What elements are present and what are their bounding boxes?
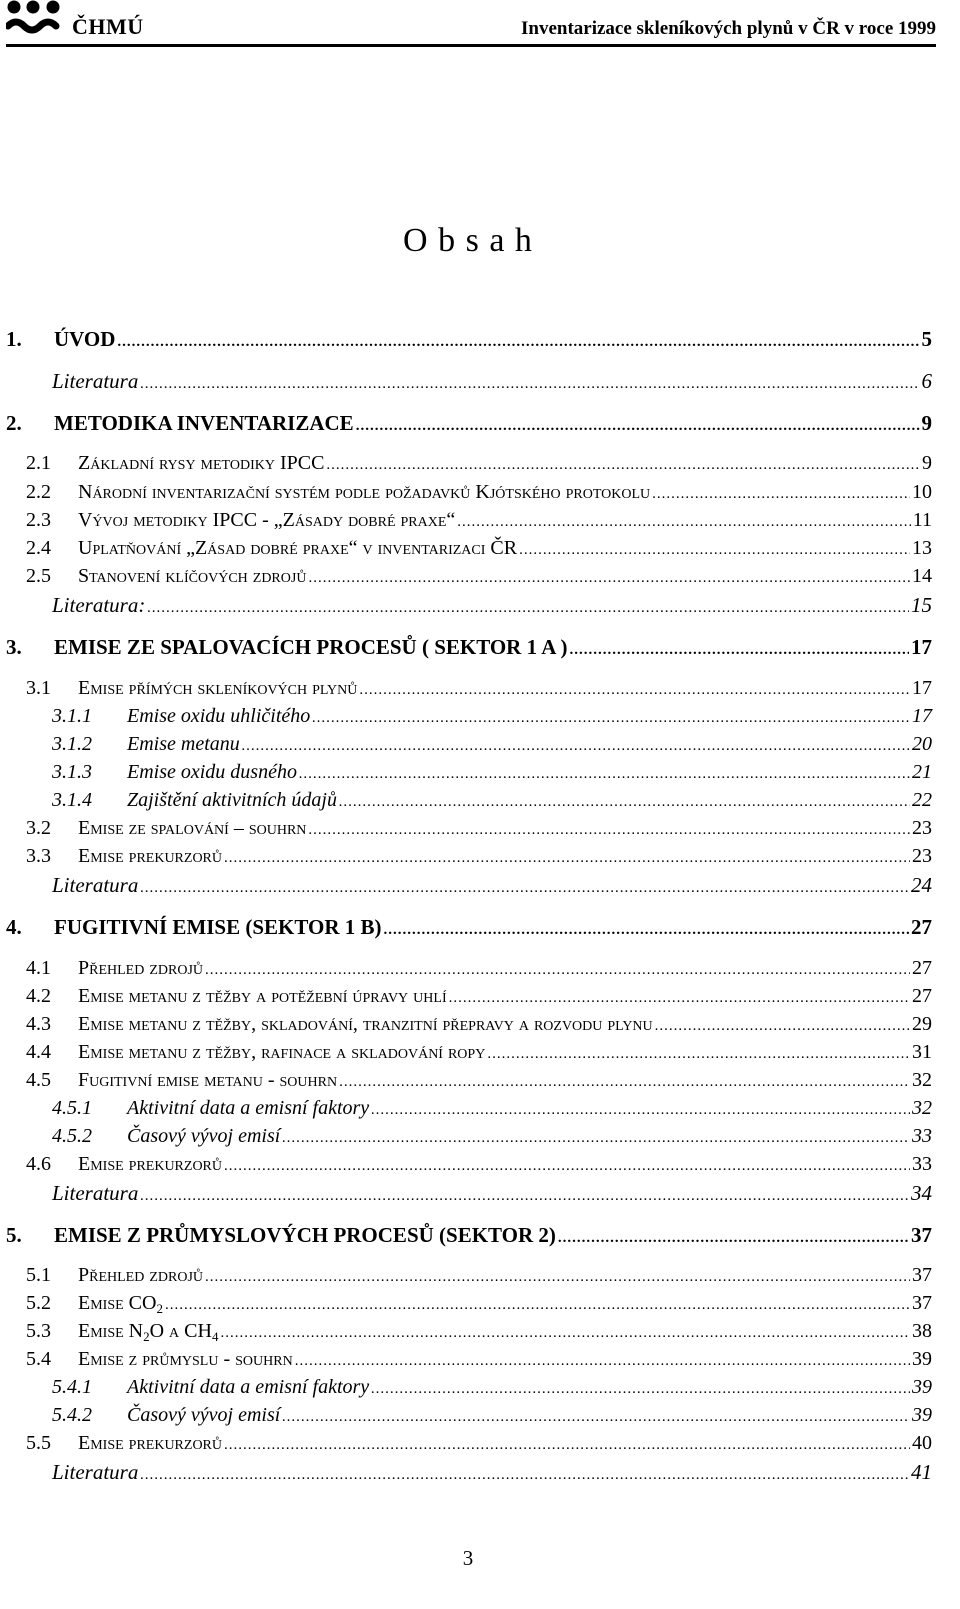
toc-dot-leader xyxy=(449,990,910,1007)
toc-dot-leader xyxy=(140,376,919,393)
toc-entry[interactable] xyxy=(26,565,932,595)
toc-entry[interactable] xyxy=(52,369,932,399)
toc-entry-title: Emise oxidu dusného xyxy=(127,761,297,783)
toc-entry-title: EMISE Z PRŮMYSLOVÝCH PROCESŮ (SEKTOR 2) xyxy=(54,1223,556,1247)
toc-dot-leader xyxy=(140,880,909,897)
toc-entry-number: 5.3 xyxy=(26,1320,51,1342)
toc-entry-page: 39 xyxy=(912,1404,932,1426)
toc-entry-page: 29 xyxy=(912,1013,932,1035)
toc-entry-title: Emise metanu z těžby a potěžební úpravy uhlí xyxy=(78,985,447,1007)
toc-entry-page: 37 xyxy=(911,1223,932,1247)
toc-entry-page: 24 xyxy=(911,873,932,897)
toc-dot-leader xyxy=(140,1188,909,1205)
toc-entry[interactable] xyxy=(26,1069,932,1099)
toc-dot-leader xyxy=(299,766,910,783)
toc-entry-title: Základní rysy metodiky IPCC xyxy=(78,452,325,474)
toc-entry-title: METODIKA INVENTARIZACE xyxy=(54,411,354,435)
toc-entry-title: Uplatňování „Zásad dobré praxe“ v inventarizaci ČR xyxy=(78,537,518,559)
toc-entry-page: 41 xyxy=(911,1460,932,1484)
toc-dot-leader xyxy=(308,822,910,839)
toc-entry-title: Emise z průmyslu - souhrn xyxy=(78,1348,293,1370)
toc-entry[interactable] xyxy=(52,761,932,791)
toc-entry-page: 14 xyxy=(912,565,932,587)
toc-entry-number: 5. xyxy=(6,1223,22,1247)
toc-dot-leader xyxy=(220,1325,910,1342)
toc-dot-leader xyxy=(356,418,920,435)
page-heading: O b s a h xyxy=(403,222,533,259)
toc-entry-page: 11 xyxy=(912,509,932,531)
toc-entry-title: Emise metanu z těžby, skladování, tranzitní přepravy a rozvodu plynu xyxy=(78,1013,653,1035)
toc-entry-title: Národní inventarizační systém podle požadavků Kjótského protokolu xyxy=(78,481,651,503)
toc-entry-page: 5 xyxy=(921,327,932,351)
toc-entry-number: 2.1 xyxy=(26,452,51,474)
toc-dot-leader xyxy=(165,1297,910,1314)
toc-entry-title: Emise prekurzorů xyxy=(78,1153,223,1175)
toc-entry[interactable] xyxy=(26,1348,932,1378)
toc-entry-page: 31 xyxy=(912,1041,932,1063)
toc-entry-page: 34 xyxy=(911,1181,932,1205)
toc-entry-title: Literatura xyxy=(52,1181,139,1205)
toc-entry-page: 38 xyxy=(912,1320,932,1342)
toc-entry-number: 5.5 xyxy=(26,1432,51,1454)
toc-dot-leader xyxy=(282,1409,910,1426)
toc-dot-leader xyxy=(519,542,910,559)
toc-entry[interactable] xyxy=(26,509,932,539)
toc-entry-title: Emise metanu z těžby, rafinace a skladování ropy xyxy=(78,1041,486,1063)
toc-entry-page: 6 xyxy=(921,369,932,393)
toc-entry[interactable] xyxy=(26,1320,932,1350)
toc-entry-title: Literatura xyxy=(52,369,139,393)
toc-entry-page: 39 xyxy=(912,1348,932,1370)
toc-entry-title: Časový vývoj emisí xyxy=(127,1404,281,1426)
toc-entry-title: Vývoj metodiky IPCC - „Zásady dobré praxe“ xyxy=(78,509,456,531)
toc-dot-leader xyxy=(205,1269,910,1286)
toc-entry-page: 37 xyxy=(912,1292,932,1314)
toc-entry-page: 17 xyxy=(912,677,932,699)
toc-dot-leader xyxy=(339,1074,910,1091)
toc-entry-number: 3.2 xyxy=(26,817,51,839)
toc-entry-title: Emise $N_2O$ a $CH_4$ xyxy=(78,1320,219,1344)
toc-dot-leader xyxy=(282,1130,910,1147)
toc-entry-title: Aktivitní data a emisní faktory xyxy=(127,1097,370,1119)
toc-dot-leader xyxy=(384,922,909,939)
toc-entry[interactable] xyxy=(52,1404,932,1434)
toc-entry-number: 3.3 xyxy=(26,845,51,867)
toc-entry-title: Časový vývoj emisí xyxy=(127,1125,281,1147)
toc-entry-number: 4.5.2 xyxy=(52,1125,92,1147)
toc-entry-page: 32 xyxy=(912,1097,932,1119)
toc-entry-number: 3.1.4 xyxy=(52,789,92,811)
toc-dot-leader xyxy=(312,710,910,727)
toc-entry[interactable] xyxy=(26,1153,932,1183)
toc-entry-page: 40 xyxy=(912,1432,932,1454)
toc-entry[interactable] xyxy=(26,677,932,707)
toc-entry-title: Přehled zdrojů xyxy=(78,957,204,979)
toc-entry-number: 5.4 xyxy=(26,1348,51,1370)
toc-entry-number: 4.2 xyxy=(26,985,51,1007)
toc-entry[interactable] xyxy=(26,1292,932,1322)
toc-entry-number: 2.4 xyxy=(26,537,51,559)
toc-entry-number: 1. xyxy=(6,327,22,351)
toc-entry-page: 23 xyxy=(912,845,932,867)
toc-entry-number: 5.4.2 xyxy=(52,1404,92,1426)
toc-entry[interactable] xyxy=(52,1181,932,1211)
toc-entry[interactable] xyxy=(6,1223,932,1253)
toc-entry-number: 3.1.3 xyxy=(52,761,92,783)
toc-entry-title: Emise ze spalování – souhrn xyxy=(78,817,307,839)
toc-entry-title: Emise oxidu uhličitého xyxy=(127,705,311,727)
organization-name: ČHMÚ xyxy=(72,14,144,39)
toc-entry[interactable] xyxy=(26,537,932,567)
toc-entry-page: 39 xyxy=(912,1376,932,1398)
toc-entry-number: 5.1 xyxy=(26,1264,51,1286)
toc-entry-page: 17 xyxy=(911,635,932,659)
toc-entry-number: 2.3 xyxy=(26,509,51,531)
toc-dot-leader xyxy=(569,642,909,659)
toc-entry-title: Emise metanu xyxy=(127,733,240,755)
toc-dot-leader xyxy=(339,794,910,811)
toc-entry-page: 17 xyxy=(912,705,932,727)
toc-entry-number: 5.2 xyxy=(26,1292,51,1314)
toc-dot-leader xyxy=(558,1230,909,1247)
toc-entry-title: Fugitivní emise metanu - souhrn xyxy=(78,1069,338,1091)
toc-dot-leader xyxy=(371,1102,910,1119)
toc-entry[interactable] xyxy=(26,957,932,987)
toc-entry-number: 3. xyxy=(6,635,22,659)
toc-entry-title: Emise prekurzorů xyxy=(78,845,223,867)
toc-entry[interactable] xyxy=(52,873,932,903)
toc-entry[interactable] xyxy=(52,733,932,763)
toc-entry[interactable] xyxy=(52,1376,932,1406)
toc-dot-leader xyxy=(224,850,910,867)
toc-entry[interactable] xyxy=(52,593,932,623)
toc-entry-title: Emise přímých skleníkových plynů xyxy=(78,677,358,699)
toc-entry-page: 9 xyxy=(921,411,932,435)
toc-entry-number: 4.1 xyxy=(26,957,51,979)
toc-entry-page: 33 xyxy=(912,1153,932,1175)
toc-entry[interactable] xyxy=(26,845,932,875)
toc-entry-number: 4.3 xyxy=(26,1013,51,1035)
toc-entry[interactable] xyxy=(26,452,932,482)
page-number: 3 xyxy=(462,1546,474,1570)
toc-entry[interactable] xyxy=(52,705,932,735)
toc-entry-page: 33 xyxy=(912,1125,932,1147)
toc-entry[interactable] xyxy=(26,481,932,511)
toc-entry-page: 21 xyxy=(912,761,932,783)
toc-entry-page: 10 xyxy=(912,481,932,503)
toc-entry-number: 4.6 xyxy=(26,1153,51,1175)
toc-entry-page: 32 xyxy=(912,1069,932,1091)
toc-dot-leader xyxy=(652,486,910,503)
toc-dot-leader xyxy=(487,1046,910,1063)
toc-entry-page: 27 xyxy=(912,985,932,1007)
toc-entry[interactable] xyxy=(52,1097,932,1127)
toc-entry-page: 22 xyxy=(912,789,932,811)
toc-entry[interactable] xyxy=(6,635,932,665)
toc-dot-leader xyxy=(224,1437,910,1454)
toc-dot-leader xyxy=(117,334,919,351)
toc-dot-leader xyxy=(308,570,910,587)
toc-entry-page: 20 xyxy=(912,733,932,755)
toc-entry-title: Přehled zdrojů xyxy=(78,1264,204,1286)
toc-entry-number: 5.4.1 xyxy=(52,1376,92,1398)
toc-entry[interactable] xyxy=(52,1460,932,1490)
toc-entry-page: 27 xyxy=(911,915,932,939)
toc-entry[interactable] xyxy=(26,1041,932,1071)
toc-entry-title: Stanovení klíčových zdrojů xyxy=(78,565,307,587)
toc-entry-title: Emise $CO_2$ xyxy=(78,1292,163,1316)
toc-entry[interactable] xyxy=(6,915,932,945)
toc-dot-leader xyxy=(359,682,910,699)
toc-entry-title: Literatura: xyxy=(52,593,146,617)
toc-entry-page: 13 xyxy=(912,537,932,559)
document-title: Inventarizace skleníkových plynů v ČR v roce 1999 xyxy=(520,18,936,39)
toc-entry[interactable] xyxy=(52,1125,932,1155)
toc-entry[interactable] xyxy=(6,411,932,441)
toc-entry[interactable] xyxy=(26,985,932,1015)
toc-entry-title: Literatura xyxy=(52,873,139,897)
toc-entry-title: Emise prekurzorů xyxy=(78,1432,223,1454)
toc-entry-page: 27 xyxy=(912,957,932,979)
toc-entry-page: 9 xyxy=(922,452,932,474)
toc-entry-number: 2.5 xyxy=(26,565,51,587)
toc-dot-leader xyxy=(242,738,910,755)
toc-dot-leader xyxy=(655,1018,910,1035)
toc-entry-number: 3.1.2 xyxy=(52,733,92,755)
toc-entry-number: 4.4 xyxy=(26,1041,51,1063)
toc-dot-leader xyxy=(140,1467,909,1484)
toc-entry[interactable] xyxy=(26,1264,932,1294)
toc-entry[interactable] xyxy=(26,1432,932,1462)
toc-entry-number: 2.2 xyxy=(26,481,51,503)
toc-entry-page: 37 xyxy=(912,1264,932,1286)
toc-entry-number: 4.5.1 xyxy=(52,1097,92,1119)
toc-dot-leader xyxy=(205,962,910,979)
toc-dot-leader xyxy=(224,1158,910,1175)
toc-entry-title: EMISE ZE SPALOVACÍCH PROCESŮ ( SEKTOR 1 A ) xyxy=(54,635,568,659)
toc-entry[interactable] xyxy=(6,327,932,357)
toc-entry-title: Literatura xyxy=(52,1460,139,1484)
toc-entry-title: Aktivitní data a emisní faktory xyxy=(127,1376,370,1398)
toc-entry-title: FUGITIVNÍ EMISE (SEKTOR 1 B) xyxy=(54,915,382,939)
toc-entry-title: ÚVOD xyxy=(54,327,116,351)
toc-dot-leader xyxy=(295,1353,910,1370)
toc-entry-number: 3.1.1 xyxy=(52,705,92,727)
toc-entry-title: Zajištění aktivitních údajů xyxy=(127,789,337,811)
toc-dot-leader xyxy=(326,457,920,474)
toc-entry-page: 23 xyxy=(912,817,932,839)
toc-entry-number: 3.1 xyxy=(26,677,51,699)
toc-entry-page: 15 xyxy=(911,593,932,617)
toc-entry-number: 2. xyxy=(6,411,22,435)
toc-entry[interactable] xyxy=(52,789,932,819)
toc-entry-number: 4.5 xyxy=(26,1069,51,1091)
toc-entry[interactable] xyxy=(26,1013,932,1043)
toc-entry[interactable] xyxy=(26,817,932,847)
toc-entry-number: 4. xyxy=(6,915,22,939)
toc-dot-leader xyxy=(147,600,909,617)
toc-dot-leader xyxy=(371,1381,910,1398)
toc-dot-leader xyxy=(457,514,910,531)
